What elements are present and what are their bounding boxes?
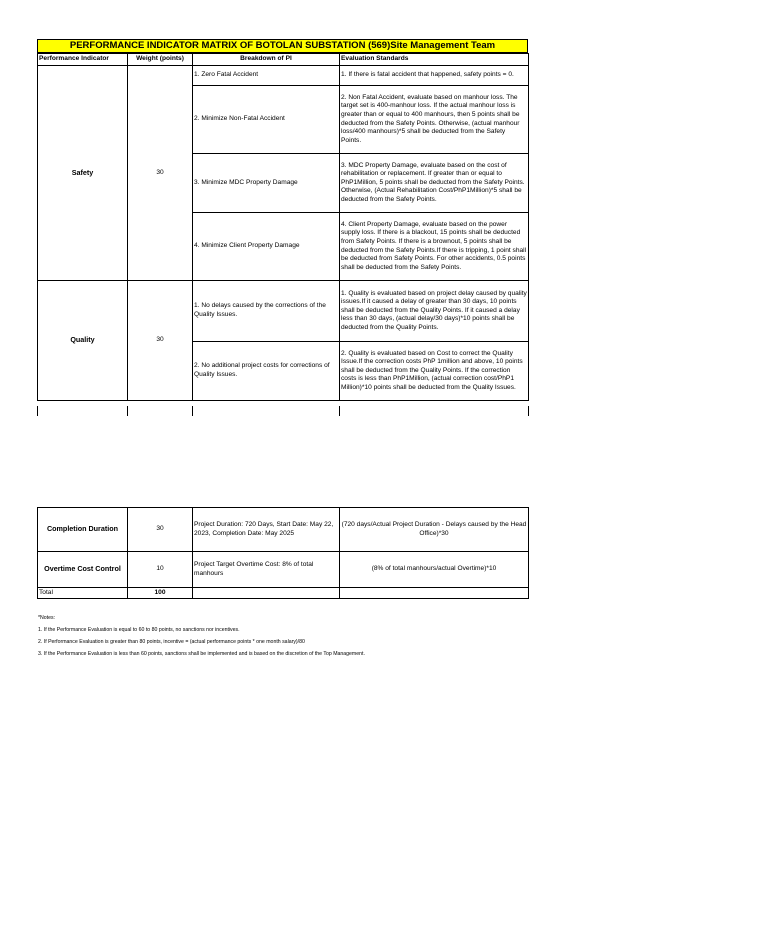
- total-label: Total: [38, 588, 128, 599]
- table-row: [38, 66, 529, 86]
- standard-cell: 2. Quality is evaluated based on Cost to correct the Quality Issue.If the correction costs PhP 1million and above, 10 points shall be deducted from the Quality Points. If the correction costs is less than PhP1Million, (actual correction cost/PhP1 Million)*10 points shall be deducted from the Quality Issues.: [340, 342, 529, 401]
- breakdown-cell: 1. Zero Fatal Accident: [193, 66, 340, 86]
- header-performance-indicator: Performance Indicator: [38, 54, 128, 66]
- breakdown-cell: Project Target Overtime Cost: 8% of total manhours: [193, 552, 340, 588]
- table-row: [38, 281, 529, 342]
- standard-cell: (720 days/Actual Project Duration - Delays caused by the Head Office)*30: [340, 508, 529, 552]
- standard-cell: (8% of total manhours/actual Overtime)*10: [340, 552, 529, 588]
- column-stub: [192, 406, 193, 416]
- indicator-safety: Safety: [38, 66, 128, 281]
- table-row: [38, 508, 529, 552]
- weight-overtime: 10: [128, 552, 193, 588]
- total-row: [38, 588, 529, 599]
- weight-completion: 30: [128, 508, 193, 552]
- table-header-row: [38, 54, 529, 66]
- breakdown-cell: 4. Minimize Client Property Damage: [193, 213, 340, 281]
- standard-cell: 2. Non Fatal Accident, evaluate based on manhour loss. The target set is 400-manhour loss. If the actual manhour loss is greater than or equal to 400 manhours, then 5 points shall be deducted from the Safety Points. Otherwise, (actual manhour loss/400 manhours)*5 shall be deducted from the Safety Points.: [340, 86, 529, 154]
- column-stub: [127, 406, 128, 416]
- column-stub: [339, 406, 340, 416]
- breakdown-cell: 2. No additional project costs for corrections of Quality Issues.: [193, 342, 340, 401]
- standard-cell: 1. If there is fatal accident that happened, safety points = 0.: [340, 66, 529, 86]
- column-stub: [37, 406, 38, 416]
- table-row: [38, 552, 529, 588]
- header-weight: Weight (points): [128, 54, 193, 66]
- note-item: 2. If Performance Evaluation is greater than 80 points, incentive = (actual performance points * one month salary)/80: [38, 639, 305, 645]
- header-breakdown: Breakdown of PI: [193, 54, 340, 66]
- indicator-quality: Quality: [38, 281, 128, 401]
- weight-quality: 30: [128, 281, 193, 401]
- page-title: PERFORMANCE INDICATOR MATRIX OF BOTOLAN SUBSTATION (569)Site Management Team: [37, 39, 528, 53]
- pi-matrix-table-continued: [37, 507, 529, 599]
- standard-cell: 3. MDC Property Damage, evaluate based on the cost of rehabilitation or replacement. If greater than or equal to PhP1Million, 5 points shall be deducted from the Safety Points. Otherwise, (Actual Rehabilitation Cost/PhP1Million)*5 shall be deducted from the Safety Points.: [340, 154, 529, 213]
- note-item: 1. If the Performance Evaluation is equal to 60 to 80 points, no sanctions nor incentives.: [38, 627, 240, 633]
- notes-block: [38, 612, 365, 660]
- header-evaluation-standards: Evaluation Standards: [340, 54, 529, 66]
- breakdown-cell: 1. No delays caused by the corrections of the Quality Issues.: [193, 281, 340, 342]
- breakdown-cell: Project Duration: 720 Days, Start Date: May 22, 2023, Completion Date: May 2025: [193, 508, 340, 552]
- standard-cell: 1. Quality is evaluated based on project delay caused by quality issues.If it caused a delay of greater than 30 days, 10 points shall be deducted from the Quality Points. If it caused a delay less than 30 days, (actual delay/30 days)*10 points shall be deducted from the Quality Points.: [340, 281, 529, 342]
- standard-cell: 4. Client Property Damage, evaluate based on the power supply loss. If there is a blackout, 15 points shall be deducted from Safety Points. If there is a brownout, 5 points shall be deducted from the Safety Points.If there is tripping, 1 point shall be deducted from Safety Points. For other accidents, 0.5 points shall be deducted from the Safety Points.: [340, 213, 529, 281]
- indicator-overtime: Overtime Cost Control: [38, 552, 128, 588]
- indicator-completion: Completion Duration: [38, 508, 128, 552]
- notes-heading: *Notes:: [38, 615, 56, 621]
- empty-cell: [340, 588, 529, 599]
- breakdown-cell: 3. Minimize MDC Property Damage: [193, 154, 340, 213]
- total-value: 100: [128, 588, 193, 599]
- note-item: 3. If the Performance Evaluation is less than 60 points, sanctions shall be implemented and is based on the discretion of the Top Management.: [38, 651, 365, 657]
- column-stub: [528, 406, 529, 416]
- empty-cell: [193, 588, 340, 599]
- weight-safety: 30: [128, 66, 193, 281]
- pi-matrix-table: [37, 53, 529, 401]
- breakdown-cell: 2. Minimize Non-Fatal Accident: [193, 86, 340, 154]
